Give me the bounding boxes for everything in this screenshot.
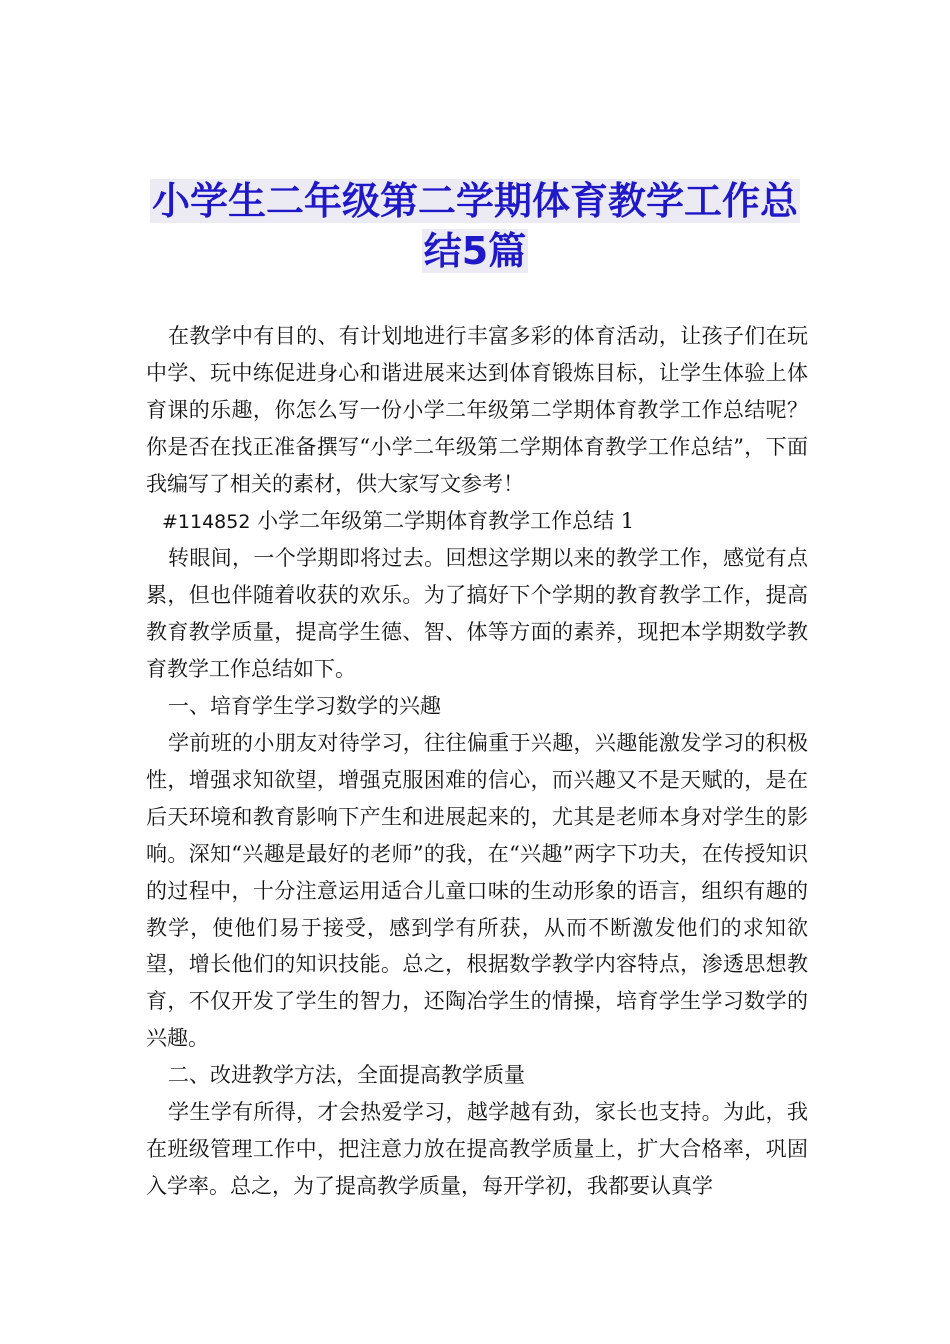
intro-paragraph: 在教学中有目的、有计划地进行丰富多彩的体育活动，让孩子们在玩中学、玩中练促进身心和谐进展来达到体育锻炼目标，让学生体验上体育课的乐趣，你怎么写一份小学二年级第二学期体育教学工作总结呢？你是否在找正准备撰写“小学二年级第二学期体育教学工作总结”，下面我编写了相关的素材，供大家写文参考！ bbox=[146, 324, 808, 496]
article-title: 小学二年级第二学期体育教学工作总结 1 bbox=[250, 508, 635, 533]
section-heading-1: 一、培育学生学习数学的兴趣 bbox=[168, 694, 441, 719]
title-text-1: 小学生二年级第二学期体育教学工作总 bbox=[151, 179, 798, 223]
document-body bbox=[146, 318, 808, 1205]
body-paragraph-3: 学生学有所得，才会热爱学习，越学越有劲，家长也支持。为此，我在班级管理工作中，把注意力放在提高教学质量上，扩大合格率，巩固入学率。总之，为了提高教学质量，每开学初，我都要认真学 bbox=[146, 1100, 808, 1198]
body-paragraph-2: 学前班的小朋友对待学习，往往偏重于兴趣，兴趣能激发学习的积极性，增强求知欲望，增强克服困难的信心，而兴趣又不是天赋的，是在后天环境和教育影响下产生和进展起来的，尤其是老师本身对学生的影响。深知“兴趣是最好的老师”的我，在“兴趣”两字下功夫，在传授知识的过程中，十分注意运用适合儿童口味的生动形象的语言，组织有趣的教学，使他们易于接受，感到学有所获，从而不断激发他们的求知欲望，增长他们的知识技能。总之，根据数学教学内容特点，渗透思想教育，不仅开发了学生的智力，还陶冶学生的情操，培育学生学习数学的兴趣。 bbox=[146, 730, 808, 1051]
article-id: #114852 bbox=[162, 510, 251, 533]
title-text-2: 结5篇 bbox=[423, 229, 527, 273]
article-heading bbox=[146, 503, 808, 541]
body-paragraph-1: 转眼间，一个学期即将过去。回想这学期以来的教学工作，感觉有点累，但也伴随着收获的欢乐。为了搞好下个学期的教育教学工作，提高教育教学质量，提高学生德、智、体等方面的素养，现把本学期数学教育教学工作总结如下。 bbox=[146, 546, 808, 682]
document-title-line-2 bbox=[100, 226, 850, 276]
document-title-line-1 bbox=[100, 176, 850, 226]
section-heading-2: 二、改进教学方法，全面提高教学质量 bbox=[168, 1063, 525, 1088]
